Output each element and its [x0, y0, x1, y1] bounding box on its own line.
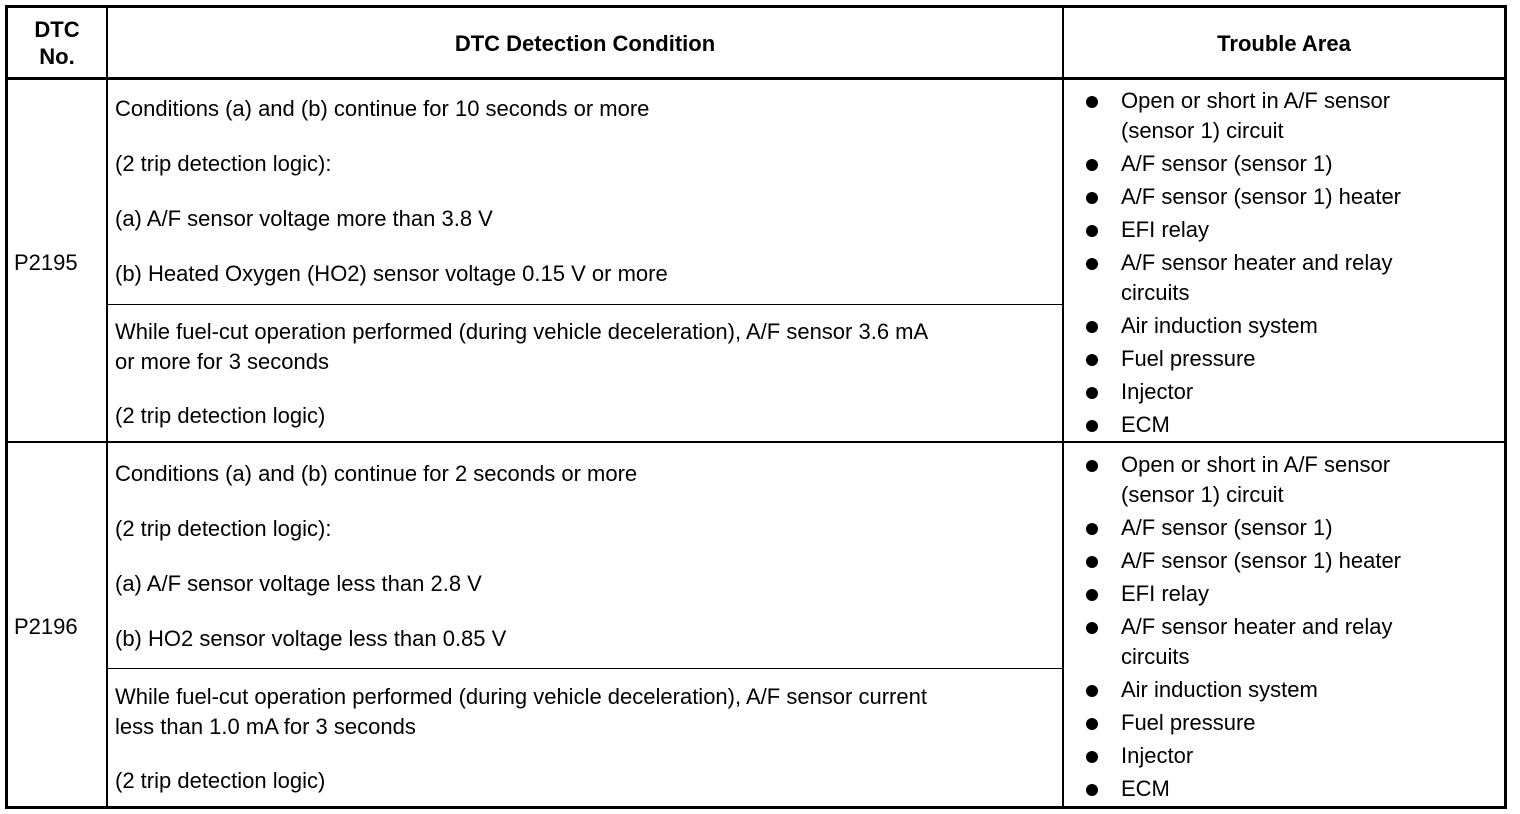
bullet-icon: [1086, 685, 1098, 697]
list-item: [1086, 774, 1446, 804]
condition-line: or more for 3 seconds: [115, 349, 329, 374]
bullet-icon: [1086, 192, 1098, 204]
list-item: [1086, 344, 1446, 374]
bullet-icon: [1086, 556, 1098, 568]
list-item: [1086, 741, 1446, 771]
trouble-item: ECM: [1121, 412, 1170, 437]
trouble-area-list: [1086, 450, 1446, 807]
list-item: [1086, 377, 1446, 407]
bullet-icon: [1086, 523, 1098, 535]
trouble-item: A/F sensor (sensor 1) heater: [1121, 184, 1402, 209]
list-item: [1086, 675, 1446, 705]
header-trouble-area: Trouble Area: [1217, 31, 1351, 56]
bullet-icon: [1086, 784, 1098, 796]
list-item: [1086, 708, 1446, 738]
bullet-icon: [1086, 96, 1098, 108]
list-item: [1086, 248, 1446, 308]
list-item: [1086, 450, 1446, 510]
trouble-item: Fuel pressure: [1121, 346, 1256, 371]
list-item: [1086, 513, 1446, 543]
trouble-item: ECM: [1121, 776, 1170, 801]
trouble-item: Injector: [1121, 379, 1194, 404]
trouble-item: Air induction system: [1121, 313, 1318, 338]
bullet-icon: [1086, 321, 1098, 333]
list-item: [1086, 215, 1446, 245]
list-item: [1086, 410, 1446, 440]
trouble-item: EFI relay: [1121, 217, 1210, 242]
condition-line: (2 trip detection logic):: [115, 516, 332, 541]
bullet-icon: [1086, 751, 1098, 763]
trouble-item: A/F sensor heater and relay circuits: [1121, 614, 1393, 669]
bullet-icon: [1086, 589, 1098, 601]
list-item: [1086, 182, 1446, 212]
bullet-icon: [1086, 258, 1098, 270]
trouble-item: A/F sensor heater and relay circuits: [1121, 250, 1393, 305]
trouble-item: Open or short in A/F sensor (sensor 1) circuit: [1121, 88, 1391, 143]
list-item: [1086, 311, 1446, 341]
bullet-icon: [1086, 354, 1098, 366]
trouble-item: Open or short in A/F sensor (sensor 1) circuit: [1121, 452, 1391, 507]
condition-line: Conditions (a) and (b) continue for 2 seconds or more: [115, 461, 638, 486]
condition-line: (2 trip detection logic): [115, 403, 326, 428]
list-item: [1086, 149, 1446, 179]
trouble-item: Fuel pressure: [1121, 710, 1256, 735]
condition-divider-p2196: [107, 668, 1063, 669]
bullet-icon: [1086, 159, 1098, 171]
header-divider: [5, 77, 1507, 80]
column-divider-1: [106, 5, 108, 809]
condition-line: less than 1.0 mA for 3 seconds: [115, 714, 416, 739]
bullet-icon: [1086, 460, 1098, 472]
list-item: [1086, 579, 1446, 609]
column-divider-2: [1062, 5, 1064, 809]
bullet-icon: [1086, 387, 1098, 399]
bullet-icon: [1086, 225, 1098, 237]
dtc-code: P2196: [14, 614, 78, 639]
condition-line: While fuel-cut operation performed (during vehicle deceleration), A/F sensor 3.6 mA: [115, 319, 929, 344]
header-detection-condition: DTC Detection Condition: [454, 31, 716, 56]
list-item: [1086, 86, 1446, 146]
condition-line: Conditions (a) and (b) continue for 10 seconds or more: [115, 96, 650, 121]
dtc-code: P2195: [14, 250, 78, 275]
condition-line: While fuel-cut operation performed (during vehicle deceleration), A/F sensor current: [115, 684, 927, 709]
trouble-item: A/F sensor (sensor 1) heater: [1121, 548, 1402, 573]
trouble-item: EFI relay: [1121, 581, 1210, 606]
trouble-item: Air induction system: [1121, 677, 1318, 702]
trouble-item: A/F sensor (sensor 1): [1121, 515, 1333, 540]
condition-line: (a) A/F sensor voltage more than 3.8 V: [115, 206, 493, 231]
condition-line: (b) HO2 sensor voltage less than 0.85 V: [115, 626, 507, 651]
condition-line: (b) Heated Oxygen (HO2) sensor voltage 0.15 V or more: [115, 261, 668, 286]
bullet-icon: [1086, 420, 1098, 432]
condition-line: (2 trip detection logic):: [115, 151, 332, 176]
condition-line: (a) A/F sensor voltage less than 2.8 V: [115, 571, 482, 596]
trouble-item: A/F sensor (sensor 1): [1121, 151, 1333, 176]
trouble-item: Injector: [1121, 743, 1194, 768]
header-dtc-line2: No.: [39, 44, 75, 69]
condition-line: (2 trip detection logic): [115, 768, 326, 793]
list-item: [1086, 612, 1446, 672]
header-dtc-line1: DTC: [34, 17, 80, 42]
header-dtc-no: [8, 16, 106, 70]
bullet-icon: [1086, 718, 1098, 730]
trouble-area-list: [1086, 86, 1446, 443]
list-item: [1086, 546, 1446, 576]
condition-divider-p2195: [107, 304, 1063, 305]
bullet-icon: [1086, 622, 1098, 634]
